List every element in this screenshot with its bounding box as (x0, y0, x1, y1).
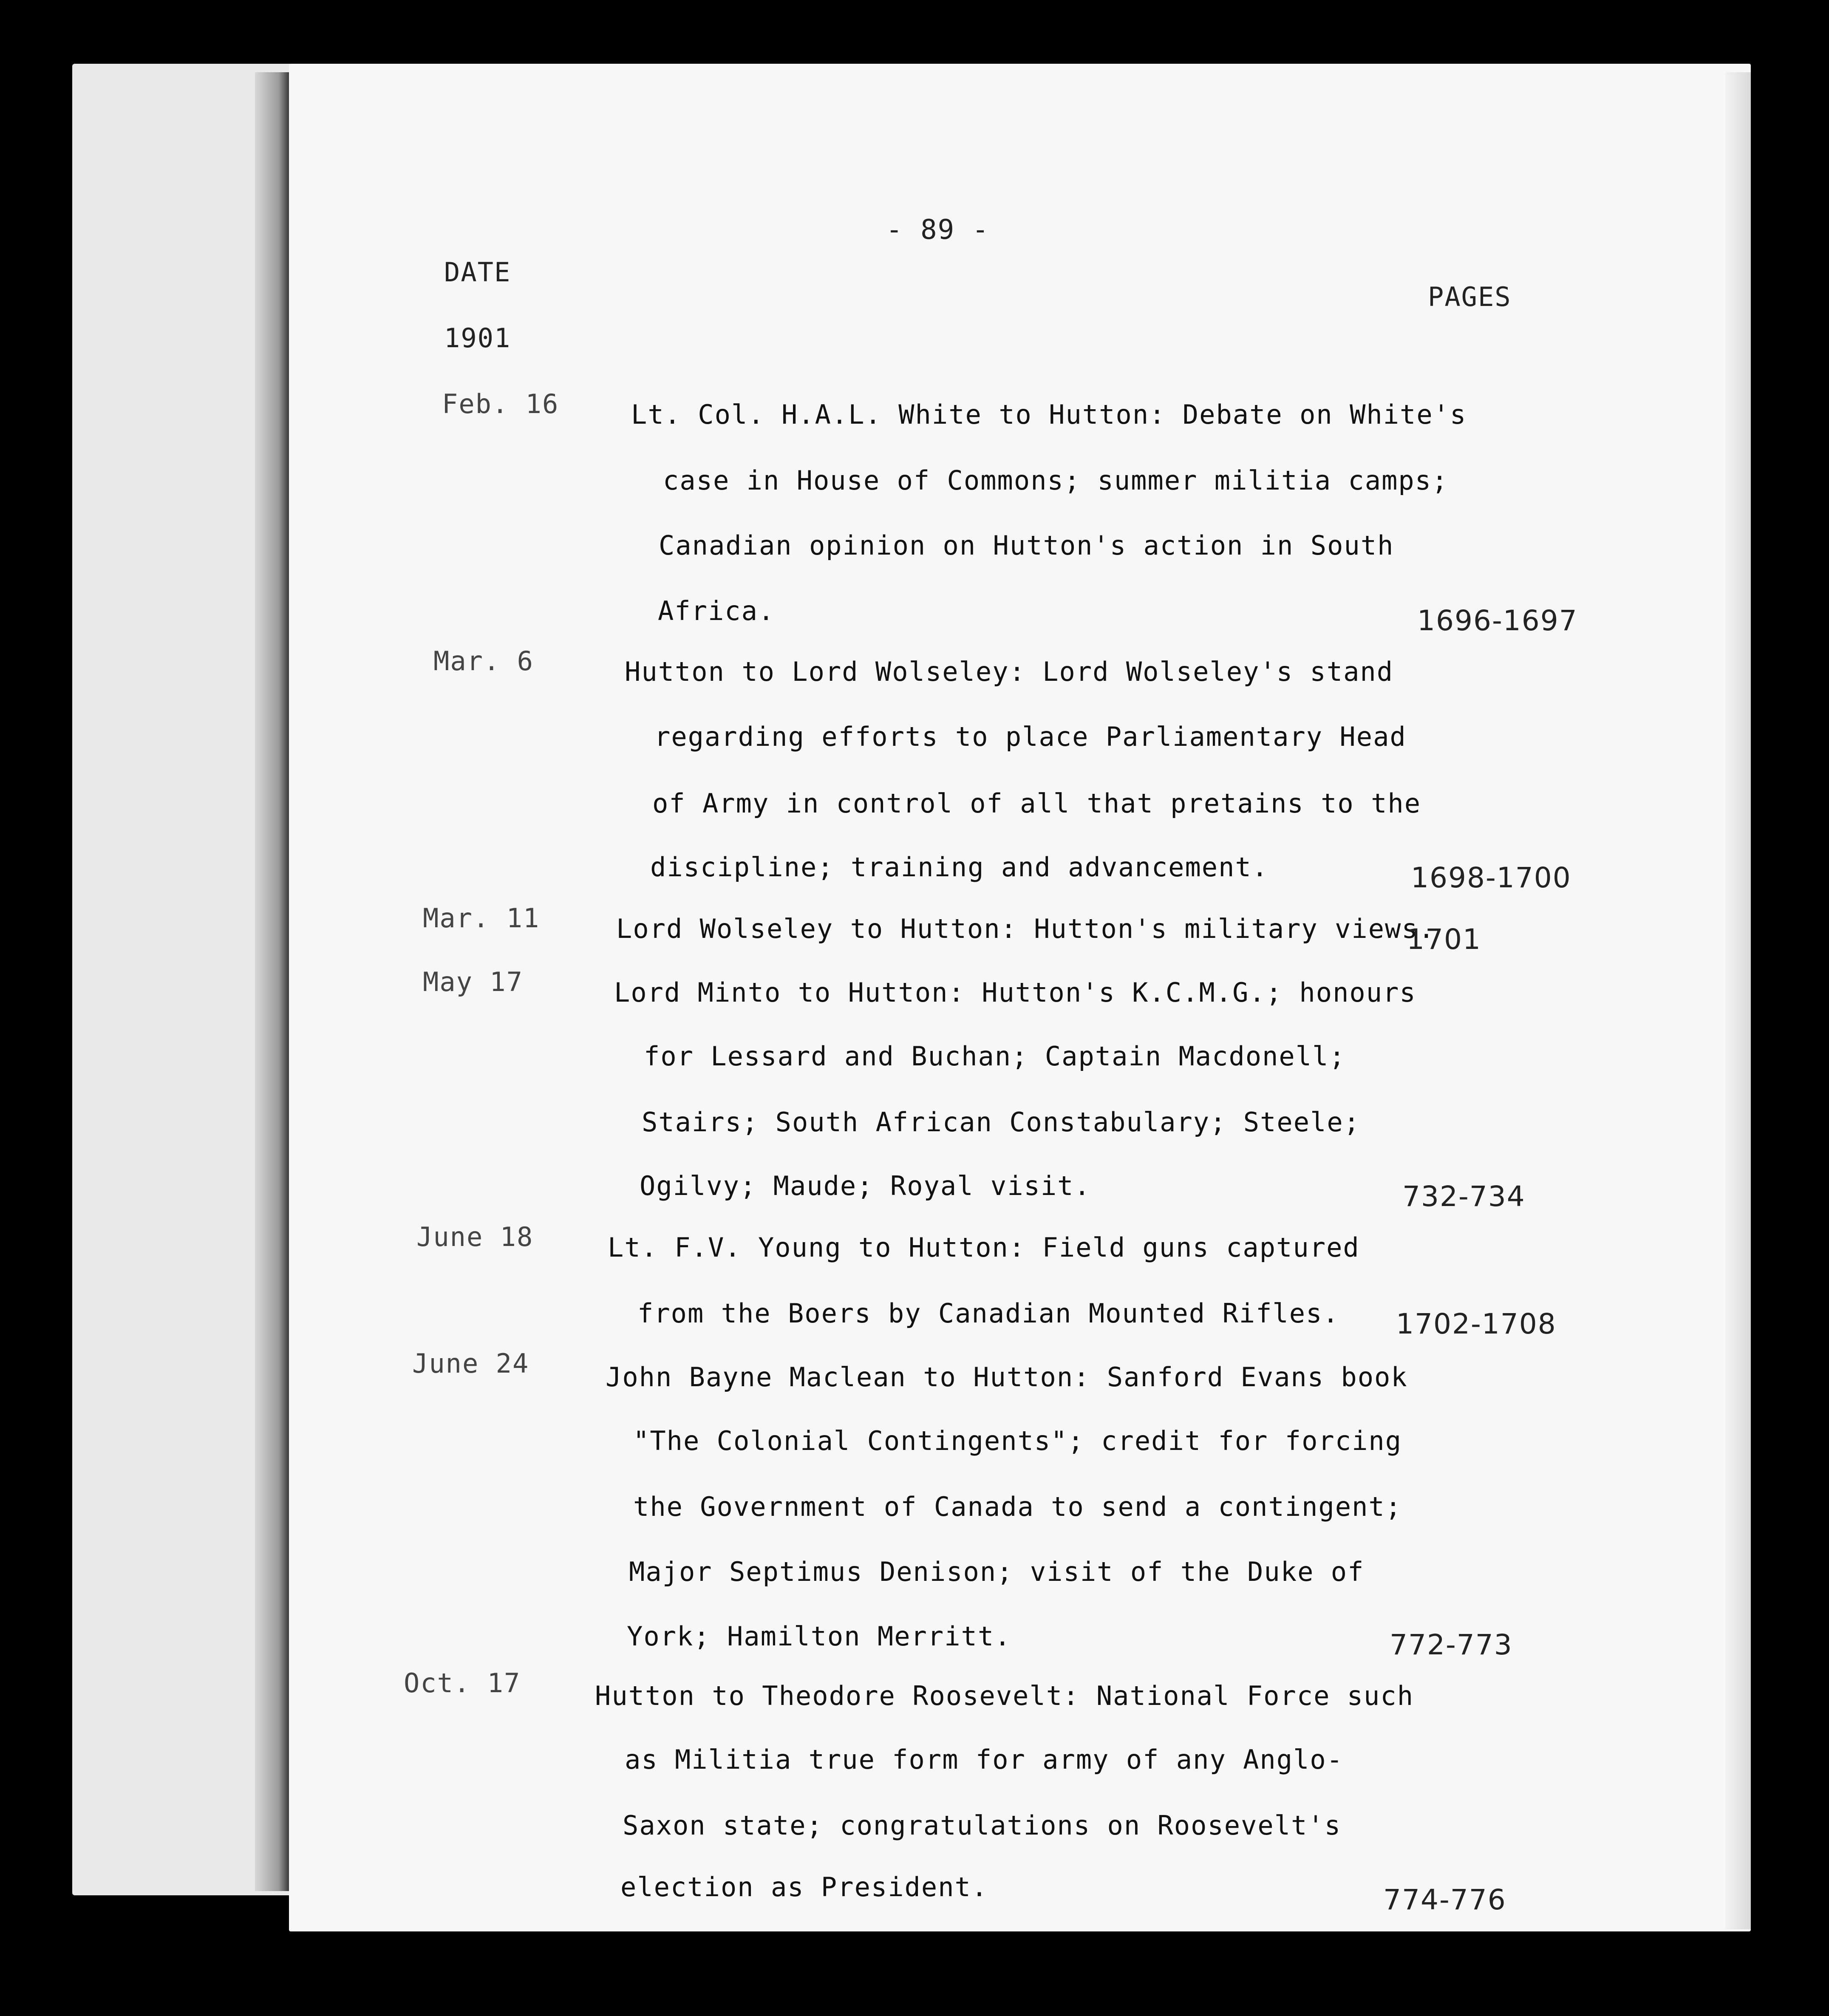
entry-date: Feb. 16 (442, 388, 559, 419)
entry-description-line: as Militia true form for army of any Anglo- (625, 1744, 1344, 1775)
entry-description-line: from the Boers by Canadian Mounted Rifles. (637, 1298, 1339, 1329)
entry-description-line: Hutton to Theodore Roosevelt: National Force such (595, 1680, 1414, 1711)
entry-description-line: "The Colonial Contingents"; credit for forcing (633, 1425, 1402, 1456)
entry-description-line: Lord Wolseley to Hutton: Hutton's military views. (616, 913, 1435, 944)
entry-pages: 1698-1700 (1411, 861, 1571, 894)
entry-date: Mar. 6 (433, 646, 534, 677)
entry-pages: 774-776 (1383, 1883, 1506, 1916)
entry-description-line: election as President. (620, 1872, 988, 1903)
entry-pages: 1701 (1407, 923, 1481, 956)
date-column-header: DATE (444, 257, 511, 288)
entry-date: May 17 (423, 966, 523, 997)
entry-description-line: Saxon state; congratulations on Roosevelt's (623, 1810, 1342, 1841)
entry-description-line: John Bayne Maclean to Hutton: Sanford Evans book (606, 1362, 1408, 1393)
entry-description-line: for Lessard and Buchan; Captain Macdonell; (644, 1041, 1346, 1072)
entry-description-line: case in House of Commons; summer militia camps; (663, 465, 1449, 496)
entry-date: Mar. 11 (423, 903, 540, 934)
entry-description-line: Stairs; South African Constabulary; Steele; (642, 1107, 1361, 1138)
pages-column-header: PAGES (1428, 281, 1512, 312)
year-heading: 1901 (444, 323, 511, 354)
entry-date: Oct. 17 (404, 1668, 521, 1699)
entry-description-line: Ogilvy; Maude; Royal visit. (640, 1170, 1091, 1201)
page-edge (1725, 72, 1751, 1929)
entry-description-line: Hutton to Lord Wolseley: Lord Wolseley's stand (625, 656, 1394, 687)
entry-description-line: Major Septimus Denison; visit of the Duke of (629, 1556, 1365, 1587)
entry-description-line: Lt. F.V. Young to Hutton: Field guns captured (608, 1232, 1360, 1263)
entry-description-line: of Army in control of all that pretains to the (652, 788, 1421, 819)
entry-description-line: the Government of Canada to send a contingent; (633, 1491, 1402, 1522)
entry-description-line: regarding efforts to place Parliamentary Head (654, 721, 1407, 752)
entry-pages: 732-734 (1402, 1180, 1526, 1213)
binding-shadow (255, 72, 289, 1891)
entry-description-line: Lord Minto to Hutton: Hutton's K.C.M.G.; honours (614, 977, 1416, 1008)
entry-pages: 1702-1708 (1396, 1308, 1557, 1340)
entry-description-line: Canadian opinion on Hutton's action in South (659, 530, 1394, 561)
entry-description-line: York; Hamilton Merritt. (627, 1621, 1011, 1652)
entry-description-line: discipline; training and advancement. (650, 852, 1269, 883)
entry-description-line: Africa. (658, 595, 775, 626)
entry-date: June 24 (412, 1348, 529, 1379)
page-number: - 89 - (886, 214, 990, 246)
entry-date: June 18 (416, 1221, 534, 1252)
entry-description-line: Lt. Col. H.A.L. White to Hutton: Debate on White's (631, 399, 1467, 430)
entry-pages: 1696-1697 (1417, 604, 1578, 637)
entry-pages: 772-773 (1390, 1628, 1513, 1661)
